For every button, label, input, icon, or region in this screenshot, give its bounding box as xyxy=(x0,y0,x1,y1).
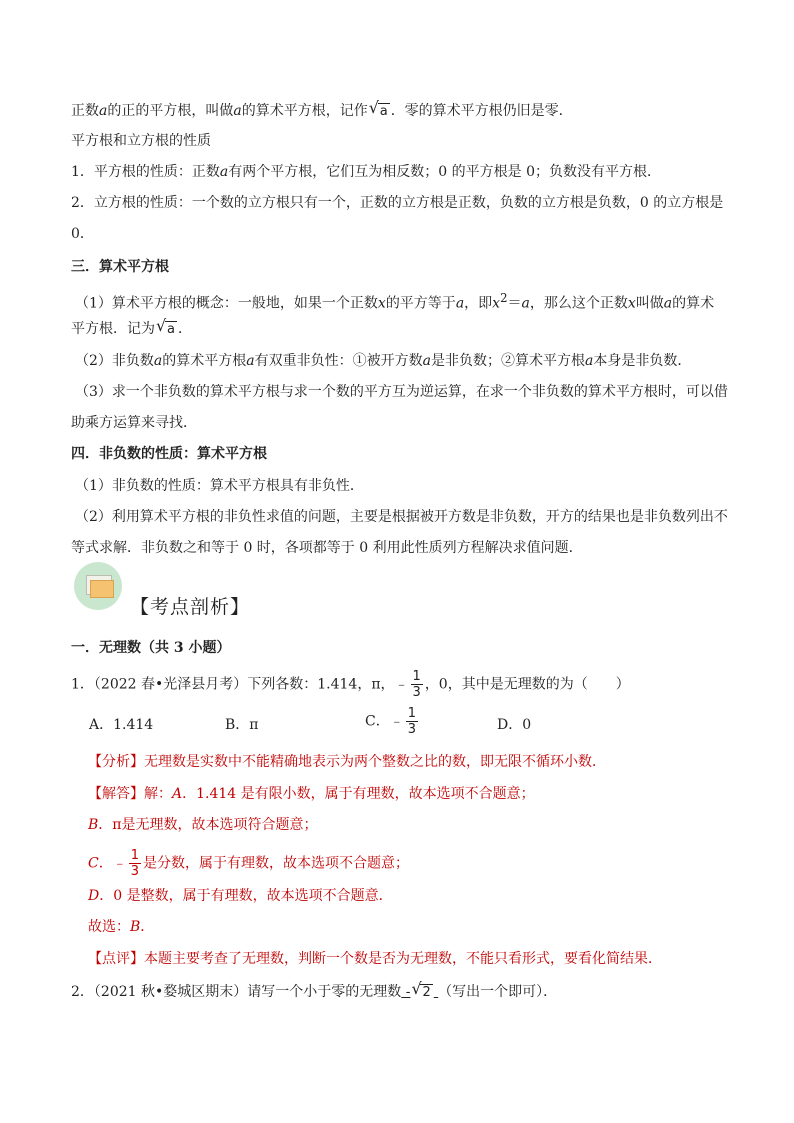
option-d: D．0 xyxy=(497,717,532,733)
option-a: A．1.414 xyxy=(89,717,154,733)
s4-item2-line2: 等式求解．非负数之和等于 0 时，各项都等于 0 利用此性质列方程解决求值问题． xyxy=(71,540,583,556)
q1-solution: 【解答】解：A．1.414 是有限小数，属于有理数，故本选项不合题意； xyxy=(88,786,535,802)
banner-title: 【考点剖析】 xyxy=(130,596,251,618)
q1-comment: 【点评】本题主要考查了无理数，判断一个数是否为无理数，不能只看形式，要看化简结果． xyxy=(88,951,662,967)
var: a xyxy=(153,353,163,369)
text: 的平方等于 xyxy=(385,295,456,312)
sqrt-expression: √ a xyxy=(156,316,175,337)
text: ，0，其中是无理数的为（ ） xyxy=(424,676,630,693)
var: x xyxy=(492,295,501,312)
s4-item2-line1: （2）利用算术平方根的非负性求值的问题，主要是根据被开方数是非负数，开方的结果也是非负数列出不 xyxy=(75,509,728,525)
part1-title: 一．无理数（共 3 小题） xyxy=(71,640,231,656)
s3-item1-line2 xyxy=(71,316,724,340)
notebook-icon xyxy=(74,562,122,610)
q1-stem xyxy=(71,669,724,700)
var: a xyxy=(219,164,229,180)
answer-blank: - √ 2 xyxy=(401,979,431,1000)
sqrt-expression: √ a xyxy=(368,98,388,119)
var: a xyxy=(246,353,255,369)
radicand: a xyxy=(167,322,175,337)
text: 1．平方根的性质：正数 xyxy=(71,164,220,180)
q1-solution-c: C．﹣ $\frac{1}{3}$ 是分数，属于有理数，故本选项不合题意； xyxy=(88,848,409,879)
s4-item1: （1）非负数的性质：算术平方根具有非负性． xyxy=(75,478,364,494)
text: 正数 xyxy=(71,103,99,119)
text: 的算术 xyxy=(672,295,715,312)
var: a xyxy=(455,295,465,312)
prop1 xyxy=(71,162,724,182)
text: 叫做 xyxy=(635,295,664,312)
text: （2）非负数 xyxy=(75,353,154,369)
s3-item2 xyxy=(75,351,724,371)
q2-stem: 2．（2021 秋•婺城区期末）请写一个小于零的无理数 - √ 2 （写出一个即可）． xyxy=(71,979,558,1000)
var: a xyxy=(233,103,242,119)
section4-title: 四．非负数的性质：算术平方根 xyxy=(71,446,267,462)
sqrt-definition xyxy=(71,98,724,122)
text: 本身是非负数． xyxy=(593,353,692,369)
text: ＝ xyxy=(507,295,522,312)
text: 有两个平方根，它们互为相反数；0 的平方根是 0；负数没有平方根． xyxy=(228,164,661,180)
text: 是非负数；②算术平方根 xyxy=(431,353,585,369)
exponent: 2 xyxy=(500,291,508,305)
text: ．零的算术平方根仍旧是零． xyxy=(390,103,573,119)
text: 1．（2022 春•光泽县月考）下列各数：1.414，π，﹣ xyxy=(71,676,409,693)
text: 平方根．记为 xyxy=(71,321,155,337)
var: a xyxy=(521,295,530,312)
prop2-line1: 2．立方根的性质：一个数的立方根只有一个，正数的立方根是正数，负数的立方根是负数，0 的立方根是 xyxy=(71,195,724,211)
radicand: a xyxy=(379,104,388,119)
text: 有双重非负性：①被开方数 xyxy=(254,353,423,369)
q1-solution-d: D．0 是整数，属于有理数，故本选项不合题意． xyxy=(88,888,393,904)
q1-analysis: 【分析】无理数是实数中不能精确地表示为两个整数之比的数，即无限不循环小数． xyxy=(88,754,606,770)
text: 的算术平方根，记作 xyxy=(241,103,368,119)
var: x xyxy=(627,295,636,312)
text: ，那么这个正数 xyxy=(529,295,628,312)
var: a xyxy=(663,295,673,312)
fraction: $\frac{1}{3}$ xyxy=(412,669,421,700)
var: a xyxy=(422,353,431,369)
section3-title: 三．算术平方根 xyxy=(71,259,169,275)
var: a xyxy=(99,103,108,119)
var: a xyxy=(585,353,594,369)
option-b: B．π xyxy=(225,717,259,733)
q1-solution-b: B．π是无理数，故本选项符合题意； xyxy=(88,817,318,833)
text: ，即 xyxy=(464,295,493,312)
text: ． xyxy=(177,321,192,337)
q1-choose: 故选：B． xyxy=(88,919,155,935)
s3-item1 xyxy=(75,288,724,314)
text: （1）算术平方根的概念：一般地，如果一个正数 xyxy=(75,295,378,312)
props-title: 平方根和立方根的性质 xyxy=(71,133,211,149)
text: 的正的平方根，叫做 xyxy=(107,103,234,119)
s3-item3-line2: 助乘方运算来寻找． xyxy=(71,415,197,431)
s3-item3-line1: （3）求一个非负数的算术平方根与求一个数的平方互为逆运算，在求一个非负数的算术平方根时，可以借 xyxy=(75,384,728,400)
text: 的算术平方根 xyxy=(162,353,247,369)
prop2-line2: 0． xyxy=(71,226,94,242)
var: x xyxy=(377,295,386,312)
option-c: C．﹣ $\frac{1}{3}$ xyxy=(365,706,416,737)
